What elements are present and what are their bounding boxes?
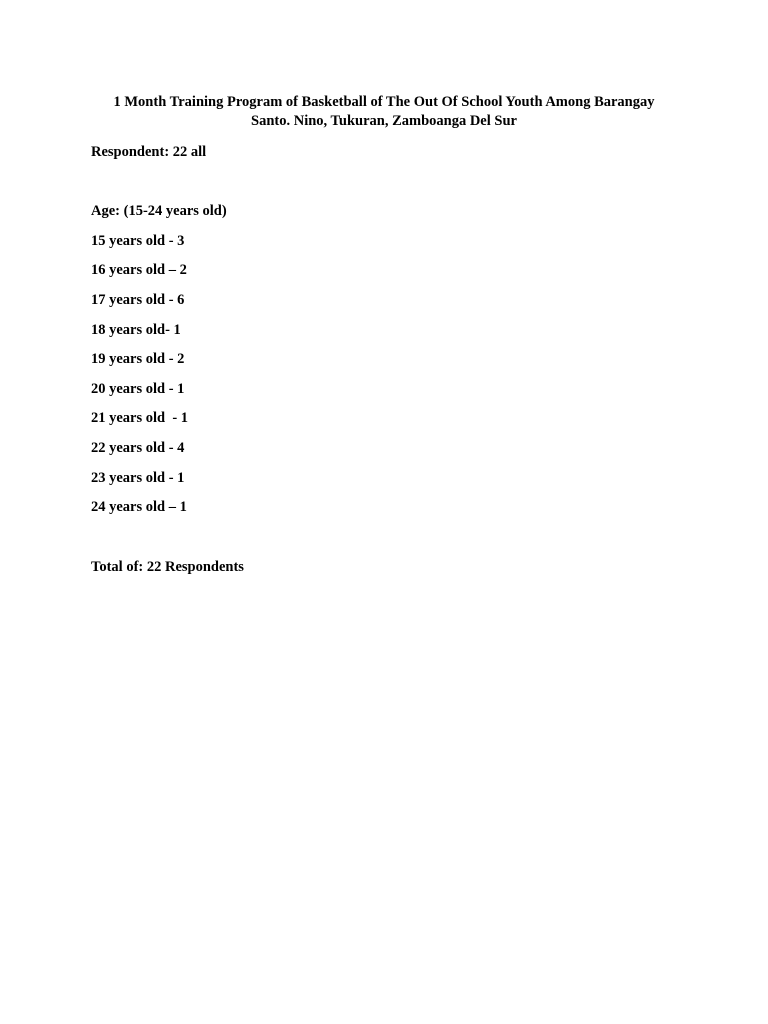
title-line-1: 1 Month Training Program of Basketball of The Out Of School Youth Among Barangay [113, 94, 655, 110]
age-row: 22 years old - 4 [91, 440, 185, 456]
age-row: 20 years old - 1 [91, 381, 185, 397]
age-row: 23 years old - 1 [91, 470, 185, 486]
age-row: 24 years old – 1 [91, 499, 187, 515]
age-row: 17 years old - 6 [91, 292, 185, 308]
age-row: 16 years old – 2 [91, 262, 187, 278]
document-title [90, 93, 678, 131]
age-row: 15 years old - 3 [91, 233, 185, 249]
title-line-2: Santo. Nino, Tukuran, Zamboanga Del Sur [251, 113, 517, 129]
age-row: 19 years old - 2 [91, 351, 185, 367]
total-respondents: Total of: 22 Respondents [91, 559, 244, 575]
age-row: 21 years old - 1 [91, 410, 189, 426]
age-row: 18 years old- 1 [91, 322, 181, 338]
age-heading: Age: (15-24 years old) [91, 203, 227, 219]
respondent-count: Respondent: 22 all [91, 144, 207, 160]
